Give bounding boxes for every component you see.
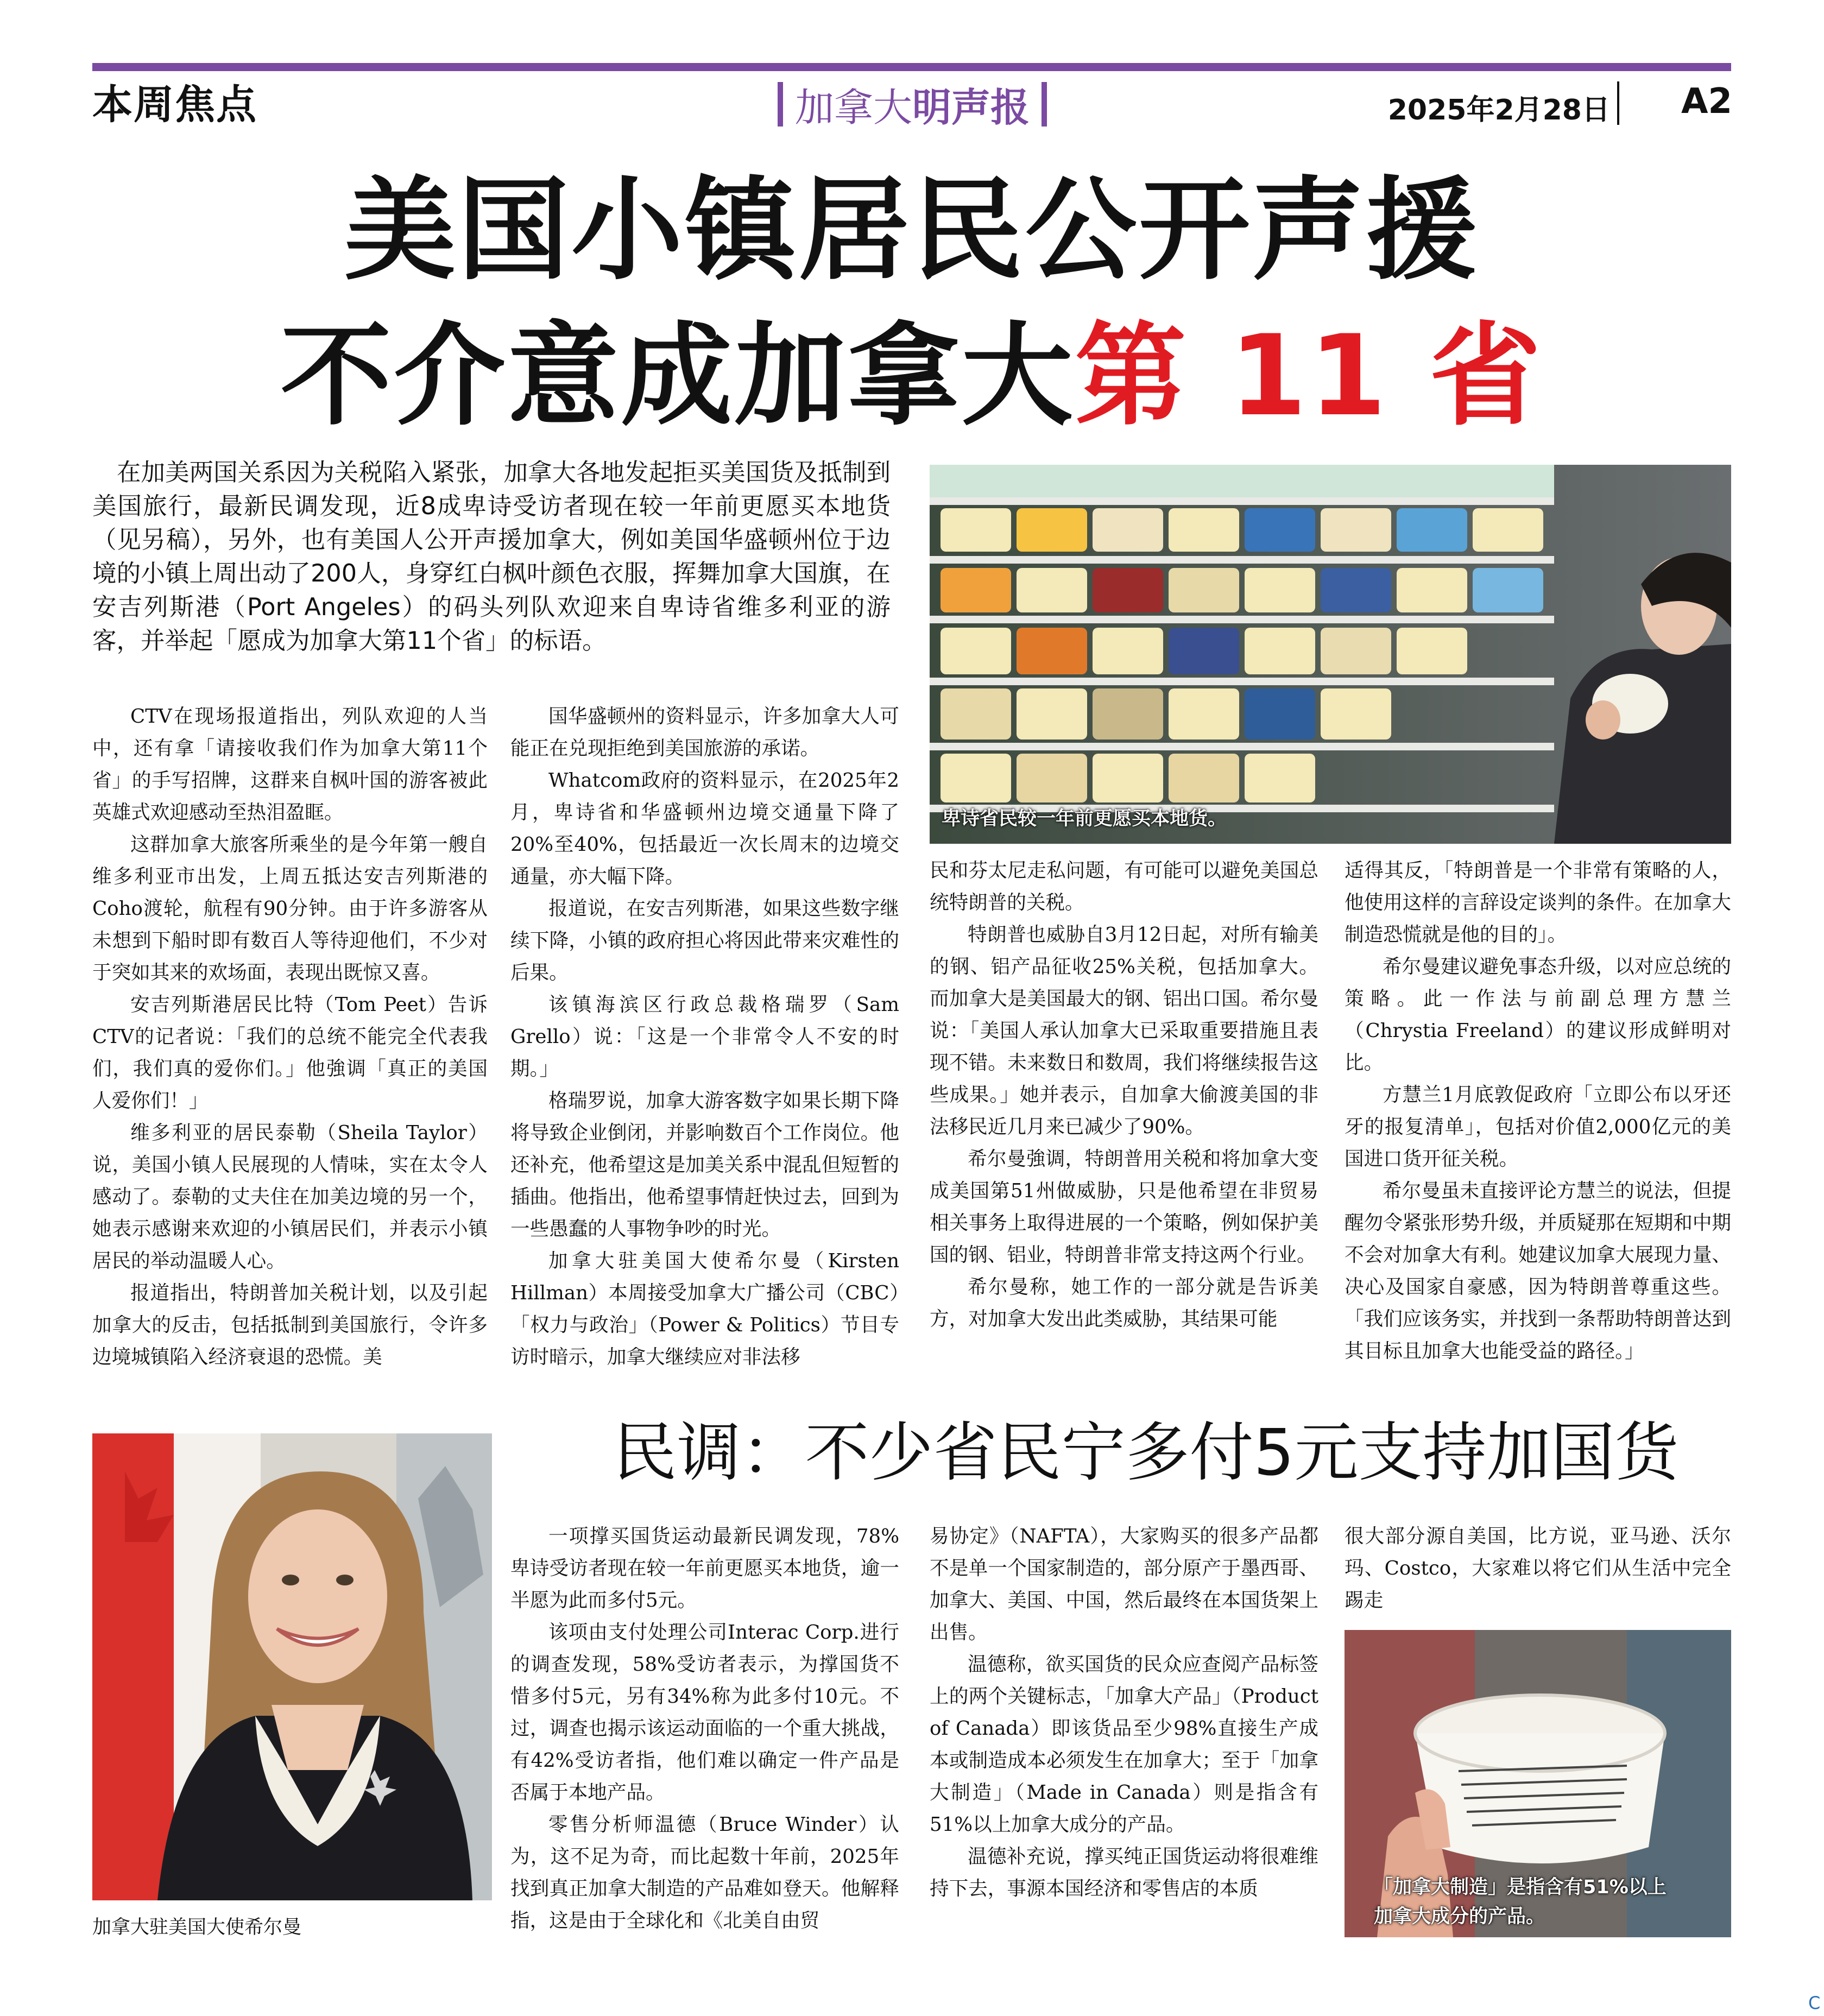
story1-col2-para: 加拿大驻美国大使希尔曼（Kirsten Hillman）本周接受加拿大广播公司（CBC）「权力与政治」（Power & Politics）节目专访时暗示，加拿大继续应对非法移	[510, 1250, 899, 1368]
story2-col1-para: 一项撑买国货运动最新民调发现，78%卑诗受访者现在较一年前更愿买本地货，逾一半愿为此而多付5元。	[510, 1525, 899, 1611]
headline-line-2-red: 第 11 省	[1075, 312, 1543, 441]
story1-col1-para: 维多利亚的居民泰勒（Sheila Taylor）说，美国小镇人民展现的人情味，实在太令人感动了。泰勒的丈夫住在加美边境的另一个，她表示感谢来欢迎的小镇居民们，并表示小镇居民的举动温暖人心。	[92, 1122, 488, 1272]
date-separator	[1617, 81, 1619, 125]
story1-column-1	[92, 700, 488, 1373]
story2-column-1	[510, 1520, 899, 1937]
story1-col2-para: Whatcom政府的资料显示，在2025年2月，卑诗省和华盛顿州边境交通量下降了20%至40%，包括最近一次长周末的边境交通量，亦大幅下降。	[510, 769, 899, 888]
story1-col1-para: 这群加拿大旅客所乘坐的是今年第一艘自维多利亚市出发，上周五抵达安吉列斯港的Coho渡轮，航程有90分钟。由于许多游客从未想到下船时即有数百人等待迎他们，不少对于突如其来的欢场面，表现出既惊又喜。	[92, 833, 488, 984]
story2-column-3	[1345, 1520, 1731, 1616]
issue-date: 2025年2月28日	[1387, 94, 1610, 127]
headline-line-1: 美国小镇居民公开声援	[344, 166, 1479, 295]
photo-caption-product-line-2: 加拿大成分的产品。	[1374, 1906, 1545, 1927]
supermarket-illustration	[930, 465, 1731, 844]
story1-col1-para: CTV在现场报道指出，列队欢迎的人当中，还有拿「请接收我们作为加拿大第11个省」的手写招牌，这群来自枫叶国的游客被此英雄式欢迎感动至热泪盈眶。	[92, 705, 488, 824]
top-rule	[92, 63, 1731, 71]
page-number: A2	[1681, 81, 1732, 122]
lead-paragraph: 在加美两国关系因为关税陷入紧张，加拿大各地发起拒买美国货及抵制到美国旅行，最新民调发现，近8成卑诗受访者现在较一年前更愿买本地货（见另稿），另外，也有美国人公开声援加拿大，例如美国华盛顿州位于边境的小镇上周出动了200人，身穿红白枫叶颜色衣服，挥舞加拿大国旗，在安吉列斯港（Port Angeles）的码头列队欢迎来自卑诗省维多利亚的游客，并举起「愿成为加拿大第11个省」的标语。	[92, 459, 891, 655]
photo-ambassador	[92, 1433, 492, 1900]
story1-col1-para: 报道指出，特朗普加关税计划，以及引起加拿大的反击，包括抵制到美国旅行，令许多边境城镇陷入经济衰退的恐慌。美	[92, 1282, 488, 1368]
story2-col2-para: 温德补充说，撑买纯正国货运动将很难维持下去，事源本国经济和零售店的本质	[930, 1846, 1318, 1900]
masthead-name-plain: 加拿大	[794, 85, 912, 130]
story1-col2-para: 格瑞罗说，加拿大游客数字如果长期下降将导致企业倒闭，并影响数百个工作岗位。他还补充，他希望这是加美关系中混乱但短暂的插曲。他指出，他希望事情赶快过去，回到为一些愚蠢的人事物争吵的时光。	[510, 1090, 899, 1240]
story1-col3-para: 希尔曼強调，特朗普用关税和将加拿大变成美国第51州做威胁，只是他希望在非贸易相关事务上取得进展的一个策略，例如保护美国的钢、铝业，特朗普非常支持这两个行业。	[930, 1148, 1318, 1266]
story1-col3-para: 希尔曼称，她工作的一部分就是告诉美方，对加拿大发出此类威胁，其结果可能	[930, 1276, 1318, 1330]
masthead-name	[795, 76, 1030, 132]
portrait-illustration	[92, 1433, 492, 1900]
story2-col2-para: 易协定》（NAFTA），大家购买的很多产品都不是单一个国家制造的，部分原产于墨西哥、加拿大、美国、中国，然后最终在本国货架上出售。	[930, 1525, 1318, 1644]
story1-col2-para: 报道说，在安吉列斯港，如果这些数字继续下降，小镇的政府担心将因此带来灾难性的后果。	[510, 898, 899, 984]
story2-col2-para: 温德称，欲买国货的民众应查阅产品标签上的两个关键标志，「加拿大产品」（Product of Canada）即该货品至少98%直接生产成本或制造成本必须发生在加拿大；至于「加拿大制造」（Made in Canada）则是指含有51%以上加拿大成分的产品。	[930, 1653, 1318, 1836]
story1-col1-para: 安吉列斯港居民比特（Tom Peet）告诉CTV的记者说：「我们的总统不能完全代表我们，我们真的爱你们。」他強调「真正的美国人爱你们！」	[92, 994, 488, 1112]
yogurt-tub	[1415, 1695, 1665, 1863]
photo-supermarket-shelf	[930, 465, 1731, 844]
story2-column-2	[930, 1520, 1318, 1905]
photo-caption-product-line-1: 「加拿大制造」是指含有51%以上	[1374, 1876, 1667, 1898]
story1-col2-para: 该镇海滨区行政总裁格瑞罗（Sam Grello）说：「这是一个非常令人不安的时期。」	[510, 994, 899, 1080]
photo-caption-supermarket: 卑诗省民较一年前更愿买本地货。	[942, 808, 1227, 830]
story1-col3-para: 民和芬太尼走私问题，有可能可以避免美国总统特朗普的关税。	[930, 860, 1318, 914]
story1-col4-para: 适得其反，「特朗普是一个非常有策略的人，他使用这样的言辞设定谈判的条件。在加拿大制造恐慌就是他的目的」。	[1345, 860, 1731, 946]
story1-col4-para: 希尔曼建议避免事态升级，以对应总统的策略。此一作法与前副总理方慧兰（Chrystia Freeland）的建议形成鲜明对比。	[1345, 956, 1731, 1074]
story1-col3-para: 特朗普也威胁自3月12日起，对所有输美的钢、铝产品征收25%关税，包括加拿大。而加拿大是美国最大的钢、铝出口国。希尔曼说：「美国人承认加拿大已采取重要措施且表现不错。未来数日和数周，我们将继续报告这些成果。」她并表示，自加拿大偷渡美国的非法移民近几月来已减少了90%。	[930, 924, 1318, 1138]
story2-headline: 民调：不少省民宁多付5元支持加国货	[613, 1415, 1679, 1490]
story1-col2-para: 国华盛顿州的资料显示，许多加拿大人可能正在兑现拒绝到美国旅游的承诺。	[510, 705, 899, 760]
story2-col1-para: 该项由支付处理公司Interac Corp.进行的调查发现，58%受访者表示，为撑国货不惜多付5元，另有34%称为此多付10元。不过，调查也揭示该运动面临的一个重大挑战，有42%受访者指，他们难以确定一件产品是否属于本地产品。	[510, 1621, 899, 1804]
photo-product-label	[1345, 1630, 1731, 1937]
corner-mark: C	[1808, 1993, 1821, 2013]
headline-line-2-black: 不介意成加拿大	[280, 312, 1075, 441]
story2-col1-para: 零售分析师温德（Bruce Winder）认为，这不足为奇，而比起数十年前，2025年找到真正加拿大制造的产品难如登天。他解释指，这是由于全球化和《北美自由贸	[510, 1813, 899, 1932]
section-title: 本周焦点	[92, 81, 257, 128]
story1-column-4	[1345, 855, 1731, 1367]
masthead-left-bar	[778, 82, 783, 127]
masthead-name-brand: 明声报	[912, 85, 1030, 130]
story2-col3-para: 很大部分源自美国，比方说，亚马逊、沃尔玛、Costco，大家难以将它们从生活中完全踢走	[1345, 1525, 1731, 1611]
masthead-right-bar	[1042, 82, 1047, 127]
headline-line-2	[92, 308, 1731, 444]
story1-column-3	[930, 855, 1318, 1335]
masthead	[739, 79, 1086, 129]
story1-column-2	[510, 700, 899, 1373]
photo-caption-ambassador: 加拿大驻美国大使希尔曼	[92, 1917, 302, 1938]
story1-col4-para: 希尔曼虽未直接评论方慧兰的说法，但提醒勿令紧张形势升级，并质疑那在短期和中期不会对加拿大有利。她建议加拿大展现力量、决心及国家自豪感，因为特朗普尊重这些。「我们应该务实，并找到一条帮助特朗普达到其目标且加拿大也能受益的路径。」	[1345, 1180, 1731, 1362]
story1-col4-para: 方慧兰1月底敦促政府「立即公布以牙还牙的报复清单」，包括对价值2,000亿元的美国进口货开征关税。	[1345, 1084, 1731, 1170]
